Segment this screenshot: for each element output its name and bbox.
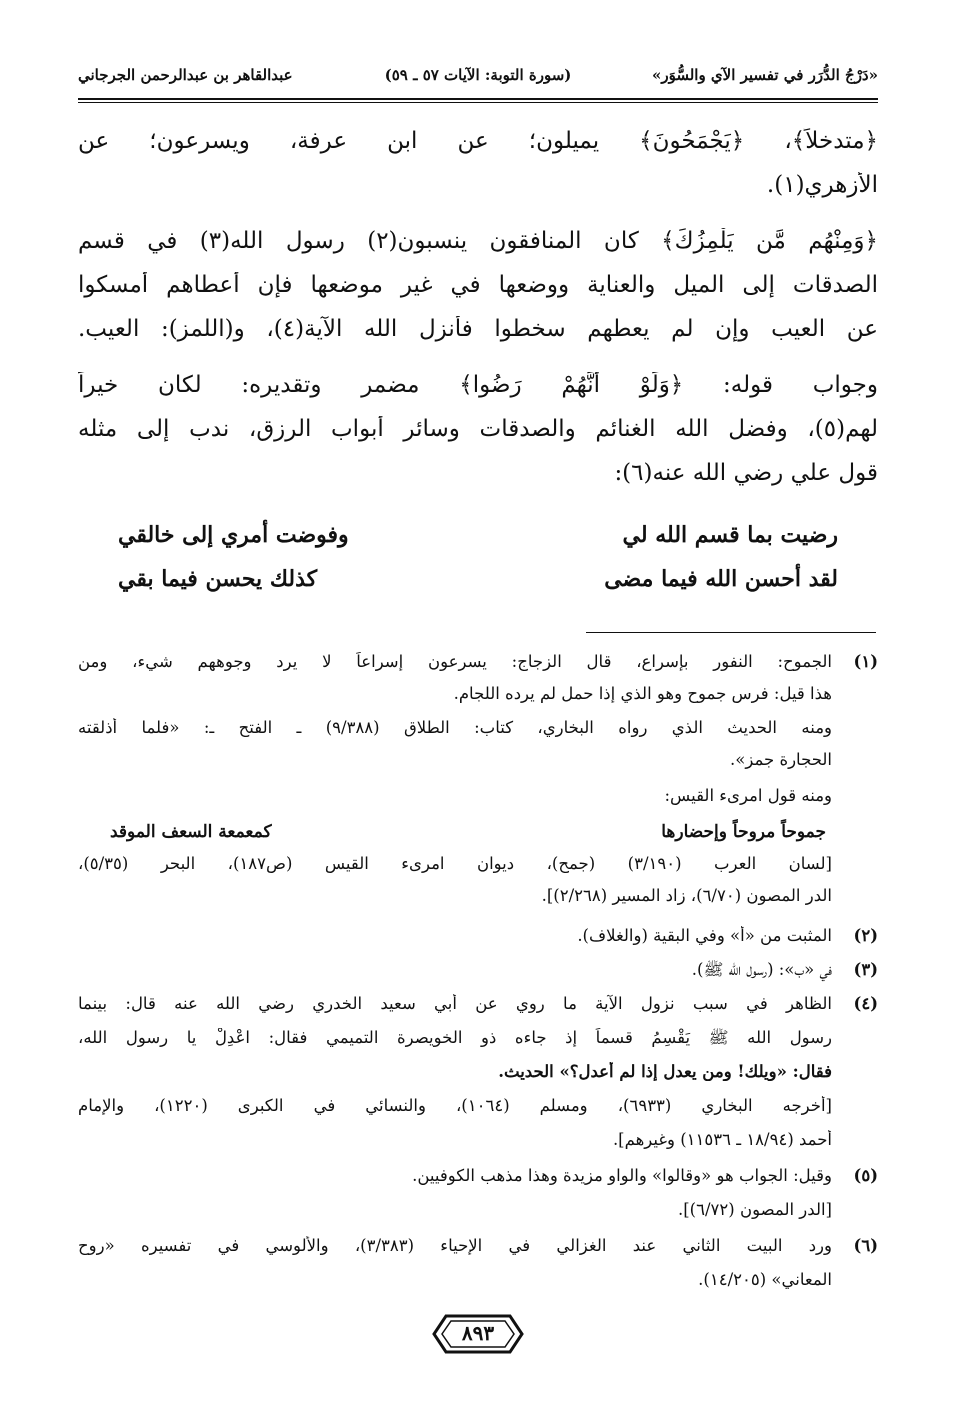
footnote-number: (٢) <box>853 926 878 945</box>
footnote-line: [الدر المصون (٦/٧٢)]. <box>678 1200 832 1219</box>
footnote-line: الدر المصون (٦/٧٠)، زاد المسير (٢/٢٦٨)]. <box>541 886 832 905</box>
page-number-ornament <box>432 1312 524 1356</box>
footnote-verse-second: كمعمعة السعف الموقد <box>110 822 272 842</box>
body-line: عن العيب وإن لم يعطهم سخطوا فأنزل الله الآية(٤)، و(اللمز): العيب. <box>78 316 878 342</box>
footnote-number: (٥) <box>853 1166 878 1185</box>
footnote-line: الجموح: النفور بإسراع، قال الزجاج: يسرعون إسراعاً لا يرد وجوههم شيء، ومن <box>78 652 832 671</box>
page-number: ٨٩٣ <box>461 1321 495 1345</box>
footnote-separator <box>586 632 876 633</box>
footnote-line: ورد البيت الثاني عند الغزالي في الإحياء (٣/٣٨٣)، والألوسي في تفسيره «روح <box>78 1236 832 1255</box>
body-line: ﴿وَمِنْهُم مَّن يَلْمِزُكَ﴾ كان المنافقون ينسبون(٢) رسول الله(٣) في قسم <box>78 228 878 254</box>
footnote-line: هذا قيل: فرس جموح وهو الذي إذا حمل لم يرده اللجام. <box>453 684 832 703</box>
header-rule-thin <box>78 102 878 103</box>
footnote-number: (٦) <box>853 1236 878 1255</box>
footnote-line: الظاهر في سبب نزول الآية ما روي عن أبي سعيد الخدري رضي الله عنه قال: بينما <box>78 994 832 1013</box>
footnote-number: (٤) <box>853 994 878 1013</box>
header-rule <box>78 98 878 100</box>
verse-hemistich-first: لقد أحسن الله فيما مضى <box>604 566 838 592</box>
footnote-verse-first: جموحاً مروحاً وإحضارها <box>661 822 826 842</box>
footnote-line: فقال: «ويلك! ومن يعدل إذا لم أعدل؟» الحديث. <box>498 1062 832 1081</box>
footnote-line: في «ب»: (رسول الله ﷺ). <box>691 960 832 979</box>
footnote-line: رسول الله ﷺ يَقْسِمُ قسماً إذ جاءه ذو الخويصرة التميمي فقال: اعْدِلْ يا رسول الله، <box>78 1028 832 1047</box>
running-header <box>78 62 878 94</box>
surah-range: (سورة التوبة: الآيات ٥٧ ـ ٥٩) <box>384 66 572 84</box>
body-line: الأزهري(١). <box>766 172 878 198</box>
footnote-line: الحجارة جمز». <box>730 750 832 769</box>
body-line: ﴿متدخلاً﴾، ﴿يَجْمَحُونَ﴾ يميلون؛ عن ابن عرفة، ويسرعون؛ عن <box>78 128 878 154</box>
verse-hemistich-second: كذلك يحسن فيما بقي <box>118 566 318 592</box>
footnote-line: المعاني» (١٤/٢٠٥). <box>698 1270 832 1289</box>
body-line: وجواب قوله: ﴿وَلَوْ أَنَّهُمْ رَضُوا﴾ مضمر وتقديره: لكان خيراً <box>78 372 878 398</box>
footnote-number: (٣) <box>853 960 878 979</box>
footnote-line: المثبت من «أ» وفي البقية (والغلاف). <box>577 926 832 945</box>
book-title: «دَرْجُ الدُّرَر في تفسير الآي والسُّوَر» <box>651 66 878 84</box>
footnote-line: وقيل: الجواب هو «وقالوا» والواو مزيدة وهذا مذهب الكوفيين. <box>412 1166 832 1185</box>
body-line: لهم(٥)، وفضل الله الغنائم والصدقات وسائر أبواب الرزق، ندب إلى مثله <box>78 416 878 442</box>
verse-hemistich-second: وفوضت أمري إلى خالقي <box>118 522 349 548</box>
footnote-number: (١) <box>853 652 878 671</box>
footnote-line: [أخرجه البخاري (٦٩٣٣)، ومسلم (١٠٦٤)، والنسائي في الكبرى (١٢٢٠)، والإمام <box>78 1096 832 1115</box>
body-line: الصدقات إلى الميل والعناية ووضعها في غير موضعها فإن أعطاهم أمسكوا <box>78 272 878 298</box>
author-name: عبدالقاهر بن عبدالرحمن الجرجاني <box>78 66 293 84</box>
verse-hemistich-first: رضيت بما قسم الله لي <box>622 522 838 548</box>
footnote-line: [لسان العرب (٣/١٩٠) (جمح)، ديوان امرىء القيس (ص١٨٧)، البحر (٥/٣٥)، <box>78 854 832 873</box>
body-line: قول علي رضي الله عنه(٦): <box>614 460 878 486</box>
footnote-line: ومنه قول امرىء القيس: <box>664 786 832 805</box>
footnote-line: أحمد (١٨/٩٤ ـ ١١٥٣٦) وغيرهم]. <box>612 1130 832 1149</box>
footnote-line: ومنه الحديث الذي رواه البخاري، كتاب: الطلاق (٩/٣٨٨) ـ الفتح ـ: «فلما أذلقته <box>78 718 832 737</box>
